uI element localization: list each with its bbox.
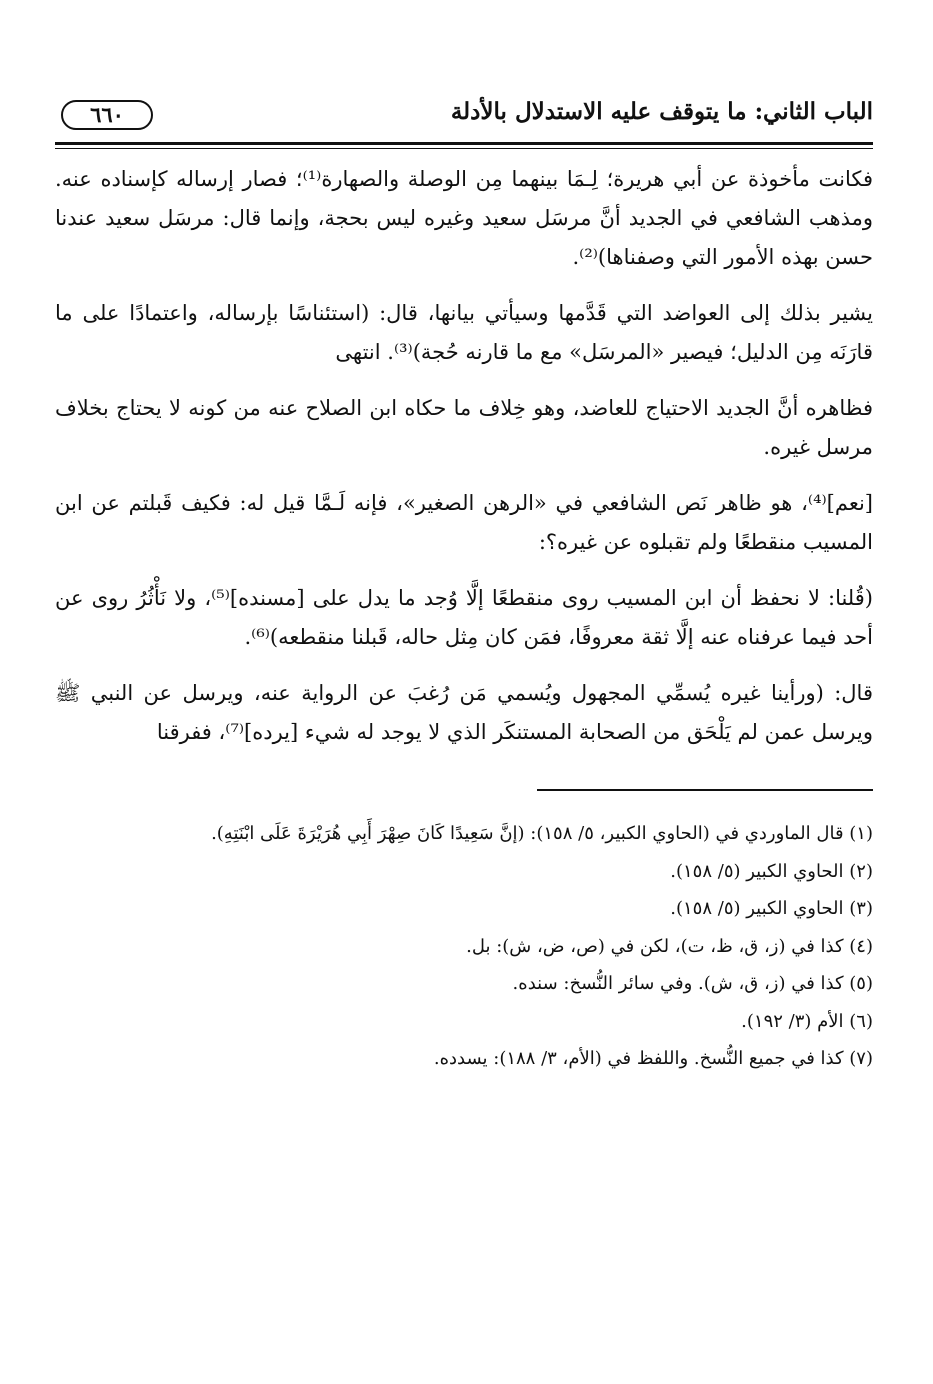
footnote: (٦) الأم (٣/ ١٩٢).	[741, 1010, 873, 1032]
header-rule-thick	[55, 142, 873, 145]
footnote: (٤) كذا في (ز، ق، ظ، ت)، لكن في (ص، ض، ش): بل.	[466, 935, 873, 957]
book-page	[55, 92, 873, 1078]
footnote: (٢) الحاوي الكبير (٥/ ١٥٨).	[670, 860, 873, 882]
chapter-title: الباب الثاني: ما يتوقف عليه الاستدلال بالأدلة	[450, 98, 873, 125]
running-header	[55, 92, 873, 140]
paragraph: (قُلنا: لا نحفظ أن ابن المسيب روى منقطعًا إلَّا وُجد ما يدل على [مسنده]⁽⁵⁾، ولا نَأْثُرُ روى عن أحد فيما عرفناه عنه إلَّا ثقة معروفًا، فمَن كان مِثل حاله، قَبلنا منقطعه)⁽⁶⁾.	[55, 586, 873, 649]
main-text	[55, 160, 873, 752]
paragraph: فظاهره أنَّ الجديد الاحتياج للعاضد، وهو خِلاف ما حكاه ابن الصلاح عنه من كونه لا يحتاج بخلاف مرسل غيره.	[55, 396, 873, 459]
paragraph: قال: (ورأينا غيره يُسمِّي المجهول ويُسمي مَن رُغبَ عن الرواية عنه، ويرسل عن النبي ﷺ ويرسل عمن لم يَلْحَق من الصحابة المستنكَر الذي لا يوجد له شيء [يرده]⁽⁷⁾، ففرقنا	[55, 681, 873, 744]
page-number-badge: ٦٦٠	[61, 100, 153, 130]
footnote: (٧) كذا في جميع النُّسخ. واللفظ في (الأم، ٣/ ١٨٨): يسدده.	[433, 1048, 873, 1069]
footnote: (٥) كذا في (ز، ق، ش). وفي سائر النُّسخ: سنده.	[512, 973, 873, 994]
paragraph: فكانت مأخوذة عن أبي هريرة؛ لِـمَا بينهما مِن الوصلة والصهارة⁽¹⁾؛ فصار إرساله كإسناده عنه. ومذهب الشافعي في الجديد أنَّ مرسَل سعيد وغيره ليس بحجة، وإنما قال: مرسَل سعيد عندنا حسن بهذه الأمور التي وصفناها)⁽²⁾.	[55, 167, 873, 269]
paragraph: يشير بذلك إلى العواضد التي قَدَّمها وسيأتي بيانها، قال: (استئناسًا بإرساله، واعتمادًا على ما قارَنَه مِن الدليل؛ فيصير «المرسَل» مع ما قارنه حُجة)⁽³⁾. انتهى	[55, 301, 873, 364]
paragraph: [نعم]⁽⁴⁾، هو ظاهر نَص الشافعي في «الرهن الصغير»، فإنه لَـمَّا قيل له: فكيف قَبلتم عن ابن المسيب منقطعًا ولم تقبلوه عن غيره؟:	[55, 491, 873, 554]
footnote: (١) قال الماوردي في (الحاوي الكبير، ٥/ ١٥٨): (إنَّ سَعِيدًا كَانَ صِهْرَ أَبِي هُرَيْرَةَ عَلَى ابْنَتِهِ).	[211, 823, 873, 844]
footnote-divider	[537, 789, 873, 791]
header-rule-thin	[55, 148, 873, 149]
footnote: (٣) الحاوي الكبير (٥/ ١٥٨).	[670, 898, 873, 919]
footnotes	[55, 815, 873, 1078]
